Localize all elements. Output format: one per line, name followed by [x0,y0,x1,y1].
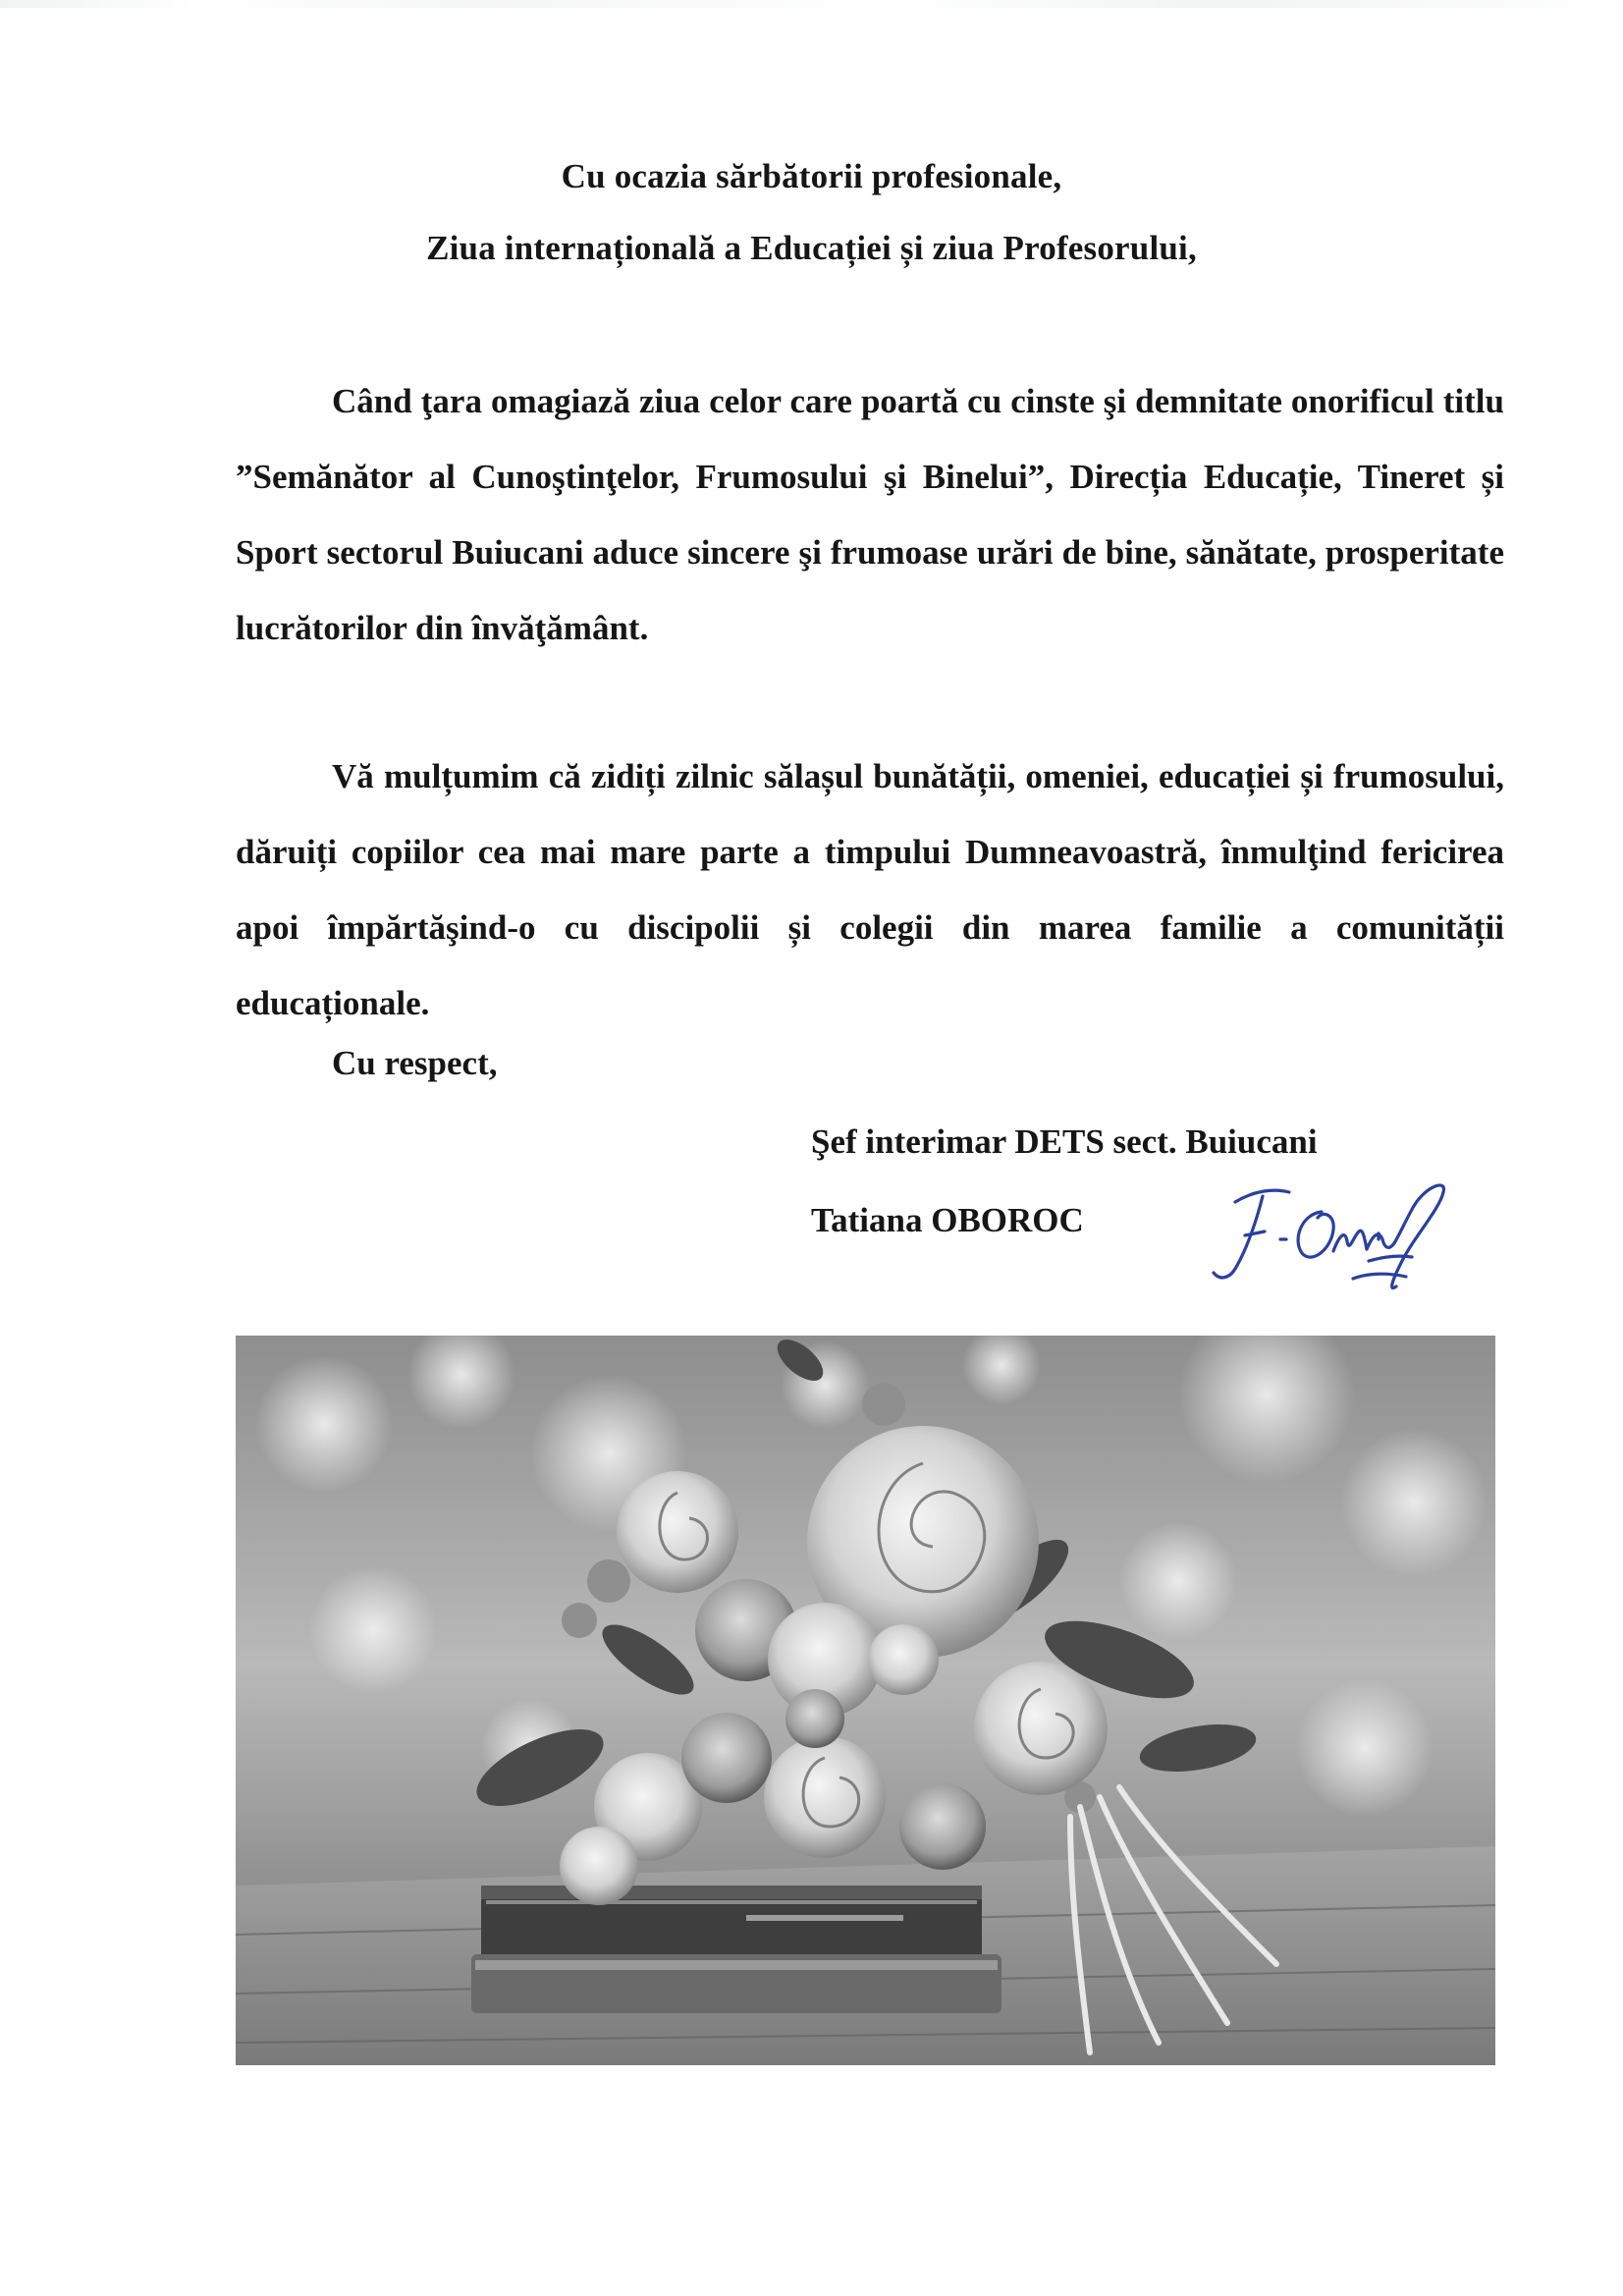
greeting-line-1: Cu ocazia sărbătorii profesionale, [561,157,1062,195]
flower-bouquet-photo [236,1336,1495,2065]
signatory-title: Şef interimar DETS sect. Buiucani [811,1122,1318,1161]
closing-salutation: Cu respect, [332,1044,498,1082]
flower-bouquet-on-books-icon [236,1336,1495,2065]
paragraph-2: Vă mulțumim că zidiți zilnic sălașul bunătății, omeniei, educației și frumosului, dăruiți copiilor cea mai mare parte a timpului Dumneavoastră, înmulţind fericirea apoi împărtăşind-o cu discipolii și colegii din marea familie a comunității educaționale. [236,757,1504,1022]
greeting-line-2: Ziua internațională a Educației și ziua Profesorului, [426,229,1197,267]
signatory-name: Tatiana OBOROC [811,1201,1084,1239]
handwritten-signature [1196,1171,1461,1308]
paragraph-2-container [236,738,1504,1041]
paragraph-1-container [236,363,1504,666]
paragraph-1: Când ţara omagiază ziua celor care poartă cu cinste şi demnitate onorificul titlu ”Semănător al Cunoştinţelor, Frumosului şi Binelui”, Direcția Educație, Tineret și Sport sectorul Buiucani aduce sincere şi frumoase urări de bine, sănătate, prosperitate lucrătorilor din învăţământ. [236,382,1504,647]
